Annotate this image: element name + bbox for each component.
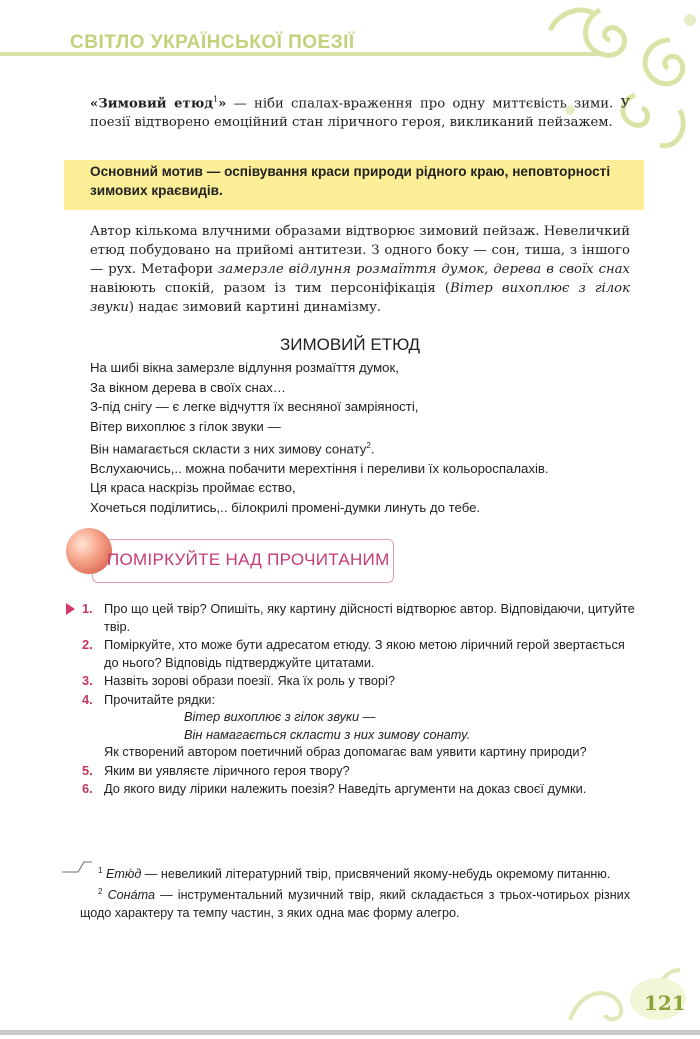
- footnote-mark: 2: [98, 887, 103, 897]
- question-text: Про що цей твір? Опишіть, яку картину дійсності відтворює автор. Відповідаючи, цитуйте твір.: [104, 601, 635, 634]
- arrow-marker-icon: [66, 603, 75, 615]
- question-item: [82, 636, 642, 671]
- question-text: До якого виду лірики належить поезія? Наведіть аргументи на доказ своєї думки.: [104, 781, 587, 796]
- footnote-text: — невеликий літературний твір, присвячений якому-небудь окремому питанню.: [141, 867, 611, 882]
- question-item: [82, 691, 642, 761]
- footnote-term: Сона́та: [107, 888, 155, 903]
- motif-text: Основний мотив — оспівування краси природи рідного краю, неповторності зимових краєвидів.: [90, 164, 611, 198]
- question-number: 3.: [82, 673, 93, 688]
- poem-line: За вікном дерева в своїх снах…: [90, 379, 286, 395]
- footnote-2: [80, 883, 630, 922]
- footnote-1: [80, 862, 630, 883]
- question-number: 5.: [82, 762, 93, 778]
- bottom-bar: [0, 1030, 700, 1035]
- question-number: 2.: [82, 637, 93, 652]
- intro-rest: — ніби спалах-враження про одну миттєвість зими. У поезії відтворено емоційний стан ліричного героя, викликаний пейзажем.: [90, 96, 630, 131]
- swirl-ornament-top-icon: [540, 0, 700, 160]
- footnote-ref-2[interactable]: 2: [366, 441, 371, 450]
- question-item: [82, 672, 642, 690]
- poem-line-text: Він намагається скласти з них зимову сонату: [90, 441, 367, 457]
- running-title: СВІТЛО УКРАЇНСЬКОЇ ПОЕЗІЇ: [70, 32, 355, 53]
- poem-line: На шибі вікна замерзле відлуння розмаїття думок,: [90, 360, 399, 375]
- analysis-part-1: Автор кількома влучними образами відтворює зимовий пейзаж. Невеличкий етюд побудовано на прийомі антитези. З одного боку — сон, тиша, з іншого — рух. Метафори: [90, 224, 630, 277]
- footnote-mark: 1: [98, 866, 103, 875]
- question-item: [82, 600, 642, 635]
- questions-list: [82, 600, 642, 799]
- question-item: [82, 780, 642, 798]
- question-number: 4.: [82, 691, 93, 707]
- poem-line: Вітер вихоплює з гілок звуки —: [90, 418, 281, 434]
- poem-title: ЗИМОВИЙ ЕТЮД: [279, 335, 421, 354]
- question-text: Як створений автором поетичний образ допомагає вам уявити картину природи?: [104, 744, 587, 759]
- footnote-ref-1[interactable]: 1: [213, 95, 219, 104]
- question-number: 6.: [82, 781, 93, 796]
- analysis-italic-1: замерзле відлуння розмаїття думок, дерева в своїх снах: [218, 262, 630, 277]
- intro-lead: «Зимовий етюд: [90, 96, 214, 112]
- intro-lead-close: »: [218, 96, 227, 112]
- footnote-term: Етю́д: [105, 867, 142, 882]
- question-text: Яким ви уявляєте ліричного героя твору?: [104, 762, 350, 778]
- poem-line: Хочеться поділитись,.. білокрилі промені-думки линуть до тебе.: [90, 499, 481, 515]
- analysis-part-3: ) надає зимовий картині динамізму.: [128, 300, 382, 315]
- quote-line: Він намагається скласти з них зимову сонату.: [184, 726, 471, 742]
- analysis-part-2: навіюють спокій, разом із тим персоніфікація (: [90, 281, 451, 296]
- question-text: Назвіть зорові образи поезії. Яка їх роль у творі?: [104, 673, 396, 688]
- poem-line: Він намагається скласти з них зимову сонату$^2$.: [90, 441, 375, 457]
- analysis-paragraph: [90, 222, 630, 317]
- intro-paragraph: [90, 90, 630, 132]
- analysis-italic-2: Вітер вихоплює з гілок звуки: [90, 281, 630, 315]
- poem-line: Ця краса наскрізь проймає єство,: [90, 480, 296, 496]
- footnote-text: — інструментальний музичний твір, який складається з трьох-чотирьох різних щодо характеру та темпу частин, з яких одна має форму алегро.: [80, 888, 630, 921]
- quote-line: Вітер вихоплює з гілок звуки —: [184, 709, 376, 724]
- footnotes: [80, 862, 630, 922]
- poem-body: [90, 358, 650, 517]
- poem-line: Вслухаючись,.. можна побачити мерехтіння і переливи їх кольороспалахів.: [90, 460, 549, 476]
- question-item: [82, 762, 642, 780]
- question-text: Поміркуйте, хто може бути адресатом етюду. З якою метою ліричний герой звертається до нього? Відповідь підтверджуйте цитатами.: [104, 637, 625, 670]
- section-title: ПОМІРКУЙТЕ НАД ПРОЧИТАНИМ: [107, 550, 390, 569]
- decorative-ball-icon: [66, 528, 112, 574]
- page-number: 121: [644, 991, 686, 1015]
- question-number: 1.: [82, 601, 93, 616]
- question-text: Прочитайте рядки:: [104, 691, 216, 707]
- poem-line: З-під снігу — є легке відчуття їх весняної замріяності,: [90, 399, 419, 414]
